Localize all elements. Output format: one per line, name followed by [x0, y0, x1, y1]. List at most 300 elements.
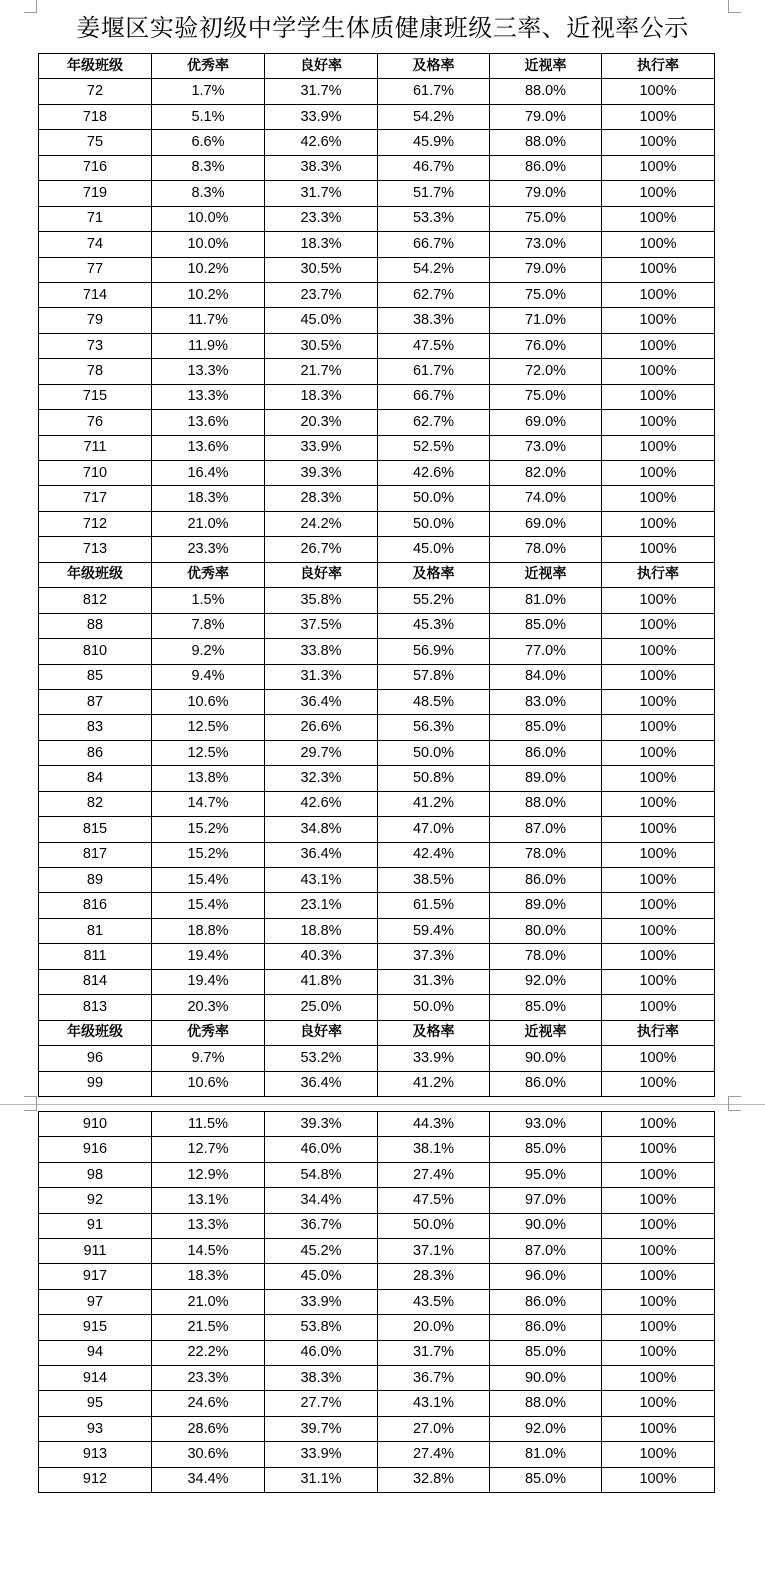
table-row — [39, 791, 715, 816]
table-cell: 30.5% — [265, 333, 378, 358]
table-cell: 23.7% — [265, 282, 378, 307]
table-cell: 45.0% — [265, 308, 378, 333]
table-cell: 79.0% — [490, 181, 602, 206]
table-cell: 33.9% — [265, 104, 378, 129]
table-cell: 100% — [602, 1112, 715, 1137]
table-cell: 37.1% — [378, 1239, 490, 1264]
table-cell: 10.2% — [152, 257, 265, 282]
table-cell: 43.5% — [378, 1289, 490, 1314]
table-cell: 11.5% — [152, 1112, 265, 1137]
column-header: 及格率 — [378, 562, 490, 587]
table-row — [39, 486, 715, 511]
table-cell: 20.3% — [152, 995, 265, 1020]
table-cell: 85.0% — [490, 1467, 602, 1492]
table-row — [39, 282, 715, 307]
document-title: 姜堰区实验初级中学学生体质健康班级三率、近视率公示 — [76, 14, 689, 42]
table-cell: 18.3% — [265, 232, 378, 257]
fitness-table-page-1 — [38, 53, 715, 1097]
table-cell: 56.9% — [378, 639, 490, 664]
table-cell: 38.1% — [378, 1137, 490, 1162]
column-header-row — [39, 54, 715, 79]
table-cell: 15.2% — [152, 842, 265, 867]
table-cell: 97.0% — [490, 1188, 602, 1213]
table-row — [39, 104, 715, 129]
table-cell: 21.0% — [152, 1289, 265, 1314]
column-header: 年级班级 — [39, 562, 152, 587]
table-cell: 1.7% — [152, 79, 265, 104]
table-cell: 13.3% — [152, 1213, 265, 1238]
table-cell: 33.9% — [265, 1289, 378, 1314]
table-cell: 100% — [602, 308, 715, 333]
table-cell: 69.0% — [490, 511, 602, 536]
table-row — [39, 461, 715, 486]
table-cell: 61.7% — [378, 79, 490, 104]
table-row — [39, 1112, 715, 1137]
table-cell: 12.7% — [152, 1137, 265, 1162]
table-cell: 100% — [602, 689, 715, 714]
table-cell: 47.5% — [378, 333, 490, 358]
page-corner-mark — [728, 0, 741, 13]
table-row — [39, 1071, 715, 1096]
table-cell: 31.3% — [265, 664, 378, 689]
table-cell: 100% — [602, 1213, 715, 1238]
table-cell: 31.7% — [265, 79, 378, 104]
table-cell: 23.3% — [265, 206, 378, 231]
column-header-row — [39, 1020, 715, 1045]
table-cell: 34.8% — [265, 817, 378, 842]
table-cell: 53.8% — [265, 1315, 378, 1340]
table-cell: 9.4% — [152, 664, 265, 689]
table-cell: 43.1% — [265, 868, 378, 893]
table-row — [39, 257, 715, 282]
table-cell: 62.7% — [378, 410, 490, 435]
column-header: 良好率 — [265, 54, 378, 79]
table-row — [39, 511, 715, 536]
table-cell: 46.0% — [265, 1340, 378, 1365]
table-cell: 34.4% — [152, 1467, 265, 1492]
table-cell: 93 — [39, 1416, 152, 1441]
table-row — [39, 1366, 715, 1391]
table-cell: 92.0% — [490, 1416, 602, 1441]
table-cell: 38.3% — [378, 308, 490, 333]
table-cell: 100% — [602, 1467, 715, 1492]
table-cell: 812 — [39, 588, 152, 613]
table-cell: 15.4% — [152, 868, 265, 893]
table-cell: 100% — [602, 817, 715, 842]
table-cell: 100% — [602, 588, 715, 613]
table-row — [39, 308, 715, 333]
table-cell: 100% — [602, 1366, 715, 1391]
table-cell: 810 — [39, 639, 152, 664]
page-corner-mark — [24, 1098, 37, 1111]
table-cell: 56.3% — [378, 715, 490, 740]
table-cell: 21.7% — [265, 359, 378, 384]
table-row — [39, 944, 715, 969]
column-header: 良好率 — [265, 1020, 378, 1045]
table-cell: 33.9% — [265, 1442, 378, 1467]
table-cell: 9.2% — [152, 639, 265, 664]
table-cell: 29.7% — [265, 740, 378, 765]
table-cell: 23.3% — [152, 537, 265, 562]
column-header: 近视率 — [490, 562, 602, 587]
table-cell: 8.3% — [152, 155, 265, 180]
table-cell: 100% — [602, 1340, 715, 1365]
table-cell: 31.1% — [265, 1467, 378, 1492]
table-cell: 71 — [39, 206, 152, 231]
table-cell: 100% — [602, 740, 715, 765]
table-cell: 10.2% — [152, 282, 265, 307]
table-cell: 41.2% — [378, 791, 490, 816]
table-cell: 66.7% — [378, 384, 490, 409]
table-cell: 912 — [39, 1467, 152, 1492]
table-cell: 21.5% — [152, 1315, 265, 1340]
table-cell: 710 — [39, 461, 152, 486]
table-row — [39, 1239, 715, 1264]
table-cell: 11.7% — [152, 308, 265, 333]
fitness-table-page-2 — [38, 1111, 715, 1493]
table-cell: 10.0% — [152, 232, 265, 257]
table-row — [39, 639, 715, 664]
table-cell: 45.3% — [378, 613, 490, 638]
table-cell: 85.0% — [490, 1137, 602, 1162]
table-cell: 73.0% — [490, 435, 602, 460]
table-cell: 77.0% — [490, 639, 602, 664]
table-row — [39, 740, 715, 765]
table-row — [39, 1340, 715, 1365]
table-cell: 100% — [602, 359, 715, 384]
table-cell: 41.2% — [378, 1071, 490, 1096]
table-cell: 718 — [39, 104, 152, 129]
table-cell: 66.7% — [378, 232, 490, 257]
table-cell: 88.0% — [490, 1391, 602, 1416]
column-header: 优秀率 — [152, 54, 265, 79]
table-cell: 81.0% — [490, 588, 602, 613]
table-cell: 38.5% — [378, 868, 490, 893]
table-cell: 39.3% — [265, 1112, 378, 1137]
table-cell: 911 — [39, 1239, 152, 1264]
table-cell: 100% — [602, 257, 715, 282]
table-cell: 817 — [39, 842, 152, 867]
table-cell: 57.8% — [378, 664, 490, 689]
table-cell: 90.0% — [490, 1213, 602, 1238]
table-cell: 100% — [602, 791, 715, 816]
table-cell: 18.3% — [265, 384, 378, 409]
table-cell: 36.7% — [378, 1366, 490, 1391]
table-cell: 35.8% — [265, 588, 378, 613]
table-row — [39, 410, 715, 435]
table-cell: 95 — [39, 1391, 152, 1416]
table-row — [39, 715, 715, 740]
table-cell: 813 — [39, 995, 152, 1020]
table-cell: 1.5% — [152, 588, 265, 613]
table-cell: 100% — [602, 181, 715, 206]
table-cell: 100% — [602, 1264, 715, 1289]
table-cell: 100% — [602, 715, 715, 740]
table-row — [39, 588, 715, 613]
table-cell: 27.0% — [378, 1416, 490, 1441]
table-cell: 75.0% — [490, 384, 602, 409]
table-cell: 32.8% — [378, 1467, 490, 1492]
table-cell: 100% — [602, 944, 715, 969]
table-cell: 39.7% — [265, 1416, 378, 1441]
column-header: 及格率 — [378, 1020, 490, 1045]
table-cell: 8.3% — [152, 181, 265, 206]
table-cell: 45.0% — [378, 537, 490, 562]
column-header: 良好率 — [265, 562, 378, 587]
table-cell: 27.4% — [378, 1162, 490, 1187]
table-cell: 31.3% — [378, 969, 490, 994]
table-cell: 86.0% — [490, 1071, 602, 1096]
table-row — [39, 1162, 715, 1187]
table-cell: 45.2% — [265, 1239, 378, 1264]
table-cell: 75.0% — [490, 206, 602, 231]
table-cell: 50.0% — [378, 995, 490, 1020]
table-cell: 714 — [39, 282, 152, 307]
table-cell: 915 — [39, 1315, 152, 1340]
table-cell: 59.4% — [378, 918, 490, 943]
table-cell: 910 — [39, 1112, 152, 1137]
table-cell: 88 — [39, 613, 152, 638]
table-row — [39, 1213, 715, 1238]
table-cell: 13.3% — [152, 384, 265, 409]
table-cell: 13.6% — [152, 435, 265, 460]
table-cell: 79.0% — [490, 104, 602, 129]
column-header: 近视率 — [490, 1020, 602, 1045]
column-header: 及格率 — [378, 54, 490, 79]
table-cell: 72.0% — [490, 359, 602, 384]
table-row — [39, 817, 715, 842]
table-cell: 31.7% — [378, 1340, 490, 1365]
table-cell: 83.0% — [490, 689, 602, 714]
table-cell: 88.0% — [490, 130, 602, 155]
table-row — [39, 1137, 715, 1162]
table-cell: 27.4% — [378, 1442, 490, 1467]
table-row — [39, 766, 715, 791]
table-cell: 94 — [39, 1340, 152, 1365]
table-cell: 36.4% — [265, 689, 378, 714]
table-cell: 90.0% — [490, 1046, 602, 1071]
table-cell: 100% — [602, 79, 715, 104]
table-cell: 54.8% — [265, 1162, 378, 1187]
table-cell: 87 — [39, 689, 152, 714]
table-cell: 100% — [602, 486, 715, 511]
table-cell: 42.6% — [265, 130, 378, 155]
table-cell: 100% — [602, 842, 715, 867]
table-cell: 15.4% — [152, 893, 265, 918]
table-cell: 75.0% — [490, 282, 602, 307]
table-cell: 28.3% — [378, 1264, 490, 1289]
table-cell: 12.5% — [152, 715, 265, 740]
table-cell: 61.5% — [378, 893, 490, 918]
table-cell: 18.8% — [265, 918, 378, 943]
table-cell: 100% — [602, 461, 715, 486]
table-cell: 30.6% — [152, 1442, 265, 1467]
table-row — [39, 155, 715, 180]
table-cell: 28.6% — [152, 1416, 265, 1441]
table-row — [39, 1467, 715, 1492]
table-cell: 13.8% — [152, 766, 265, 791]
table-cell: 50.0% — [378, 511, 490, 536]
table-cell: 93.0% — [490, 1112, 602, 1137]
table-cell: 716 — [39, 155, 152, 180]
table-cell: 10.6% — [152, 1071, 265, 1096]
table-cell: 100% — [602, 104, 715, 129]
column-header: 年级班级 — [39, 54, 152, 79]
table-cell: 23.1% — [265, 893, 378, 918]
table-cell: 72 — [39, 79, 152, 104]
table-cell: 44.3% — [378, 1112, 490, 1137]
table-cell: 36.4% — [265, 842, 378, 867]
table-cell: 815 — [39, 817, 152, 842]
table-cell: 78 — [39, 359, 152, 384]
column-header-row — [39, 562, 715, 587]
table-row — [39, 1046, 715, 1071]
table-cell: 47.5% — [378, 1188, 490, 1213]
table-cell: 43.1% — [378, 1391, 490, 1416]
table-cell: 89.0% — [490, 893, 602, 918]
table-cell: 71.0% — [490, 308, 602, 333]
table-cell: 18.3% — [152, 1264, 265, 1289]
table-cell: 100% — [602, 511, 715, 536]
table-row — [39, 842, 715, 867]
table-cell: 89 — [39, 868, 152, 893]
table-row — [39, 1289, 715, 1314]
table-row — [39, 1188, 715, 1213]
table-cell: 100% — [602, 893, 715, 918]
table-cell: 87.0% — [490, 1239, 602, 1264]
table-cell: 79 — [39, 308, 152, 333]
column-header: 执行率 — [602, 54, 715, 79]
table-cell: 816 — [39, 893, 152, 918]
table-cell: 13.3% — [152, 359, 265, 384]
table-cell: 87.0% — [490, 817, 602, 842]
table-cell: 90.0% — [490, 1366, 602, 1391]
table-cell: 32.3% — [265, 766, 378, 791]
table-cell: 711 — [39, 435, 152, 460]
table-cell: 100% — [602, 766, 715, 791]
table-cell: 86.0% — [490, 1289, 602, 1314]
table-cell: 36.7% — [265, 1213, 378, 1238]
table-cell: 100% — [602, 1315, 715, 1340]
table-row — [39, 1442, 715, 1467]
table-cell: 12.5% — [152, 740, 265, 765]
table-cell: 100% — [602, 1188, 715, 1213]
table-cell: 22.2% — [152, 1340, 265, 1365]
table-cell: 40.3% — [265, 944, 378, 969]
table-cell: 914 — [39, 1366, 152, 1391]
table-cell: 73 — [39, 333, 152, 358]
table-row — [39, 130, 715, 155]
table-cell: 42.6% — [378, 461, 490, 486]
table-cell: 98 — [39, 1162, 152, 1187]
table-cell: 39.3% — [265, 461, 378, 486]
page-corner-mark — [24, 0, 37, 13]
table-cell: 7.8% — [152, 613, 265, 638]
table-cell: 81 — [39, 918, 152, 943]
table-cell: 28.3% — [265, 486, 378, 511]
table-cell: 100% — [602, 613, 715, 638]
table-cell: 814 — [39, 969, 152, 994]
table-cell: 719 — [39, 181, 152, 206]
column-header: 年级班级 — [39, 1020, 152, 1045]
table-cell: 99 — [39, 1071, 152, 1096]
table-row — [39, 868, 715, 893]
table-cell: 100% — [602, 664, 715, 689]
table-cell: 100% — [602, 1442, 715, 1467]
table-cell: 86.0% — [490, 1315, 602, 1340]
table-cell: 88.0% — [490, 791, 602, 816]
table-cell: 52.5% — [378, 435, 490, 460]
table-cell: 27.7% — [265, 1391, 378, 1416]
table-row — [39, 232, 715, 257]
table-cell: 33.9% — [378, 1046, 490, 1071]
table-cell: 85.0% — [490, 715, 602, 740]
table-cell: 26.7% — [265, 537, 378, 562]
table-cell: 913 — [39, 1442, 152, 1467]
table-row — [39, 1315, 715, 1340]
table-cell: 86.0% — [490, 155, 602, 180]
column-header: 优秀率 — [152, 562, 265, 587]
table-cell: 42.6% — [265, 791, 378, 816]
table-cell: 100% — [602, 537, 715, 562]
table-cell: 78.0% — [490, 944, 602, 969]
table-cell: 100% — [602, 1391, 715, 1416]
table-cell: 100% — [602, 639, 715, 664]
table-cell: 62.7% — [378, 282, 490, 307]
table-cell: 82 — [39, 791, 152, 816]
table-cell: 100% — [602, 384, 715, 409]
table-cell: 100% — [602, 1137, 715, 1162]
column-header: 执行率 — [602, 1020, 715, 1045]
table-cell: 23.3% — [152, 1366, 265, 1391]
table-row — [39, 893, 715, 918]
table-cell: 20.3% — [265, 410, 378, 435]
table-cell: 100% — [602, 206, 715, 231]
table-cell: 45.0% — [265, 1264, 378, 1289]
table-cell: 75 — [39, 130, 152, 155]
table-cell: 37.5% — [265, 613, 378, 638]
table-cell: 89.0% — [490, 766, 602, 791]
table-cell: 100% — [602, 918, 715, 943]
table-cell: 26.6% — [265, 715, 378, 740]
table-row — [39, 435, 715, 460]
table-cell: 86 — [39, 740, 152, 765]
table-cell: 100% — [602, 995, 715, 1020]
page-corner-mark — [728, 1098, 741, 1111]
table-row — [39, 537, 715, 562]
table-cell: 10.0% — [152, 206, 265, 231]
table-row — [39, 206, 715, 231]
table-cell: 82.0% — [490, 461, 602, 486]
table-row — [39, 1416, 715, 1441]
table-cell: 712 — [39, 511, 152, 536]
table-cell: 54.2% — [378, 104, 490, 129]
table-cell: 50.0% — [378, 740, 490, 765]
table-cell: 85 — [39, 664, 152, 689]
table-cell: 50.8% — [378, 766, 490, 791]
table-cell: 86.0% — [490, 868, 602, 893]
page-break-line — [0, 1104, 765, 1105]
table-cell: 34.4% — [265, 1188, 378, 1213]
table-cell: 74.0% — [490, 486, 602, 511]
table-cell: 76.0% — [490, 333, 602, 358]
table-cell: 53.3% — [378, 206, 490, 231]
table-row — [39, 384, 715, 409]
table-cell: 715 — [39, 384, 152, 409]
table-cell: 80.0% — [490, 918, 602, 943]
table-cell: 19.4% — [152, 944, 265, 969]
table-cell: 11.9% — [152, 333, 265, 358]
